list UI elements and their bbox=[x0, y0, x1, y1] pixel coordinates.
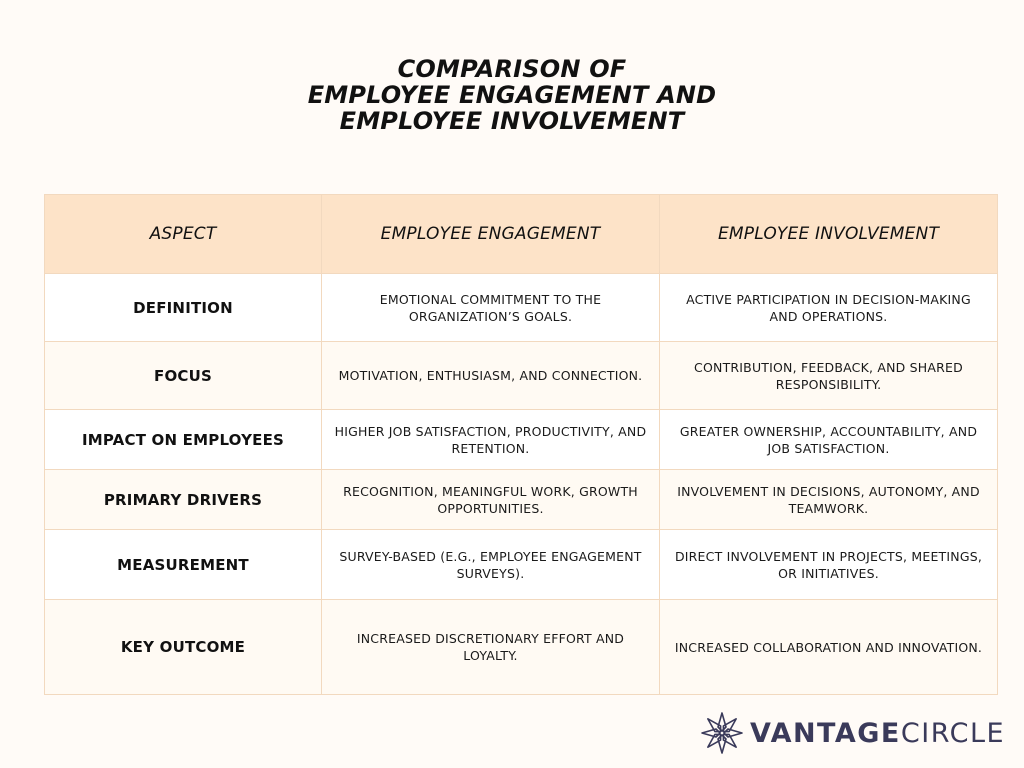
vantage-circle-logo bbox=[700, 711, 1005, 755]
title-line-3: EMPLOYEE INVOLVEMENT bbox=[339, 107, 685, 135]
engagement-cell: HIGHER JOB SATISFACTION, PRODUCTIVITY, AND RETENTION. bbox=[322, 410, 660, 470]
vantage-circle-star-icon bbox=[700, 711, 744, 755]
table-row bbox=[45, 274, 998, 342]
table-row bbox=[45, 410, 998, 470]
table-row bbox=[45, 530, 998, 600]
header-employee-engagement: EMPLOYEE ENGAGEMENT bbox=[322, 195, 660, 274]
aspect-cell: KEY OUTCOME bbox=[45, 600, 322, 695]
engagement-cell: SURVEY-BASED (E.G., EMPLOYEE ENGAGEMENT SURVEYS). bbox=[322, 530, 660, 600]
aspect-cell: MEASUREMENT bbox=[45, 530, 322, 600]
involvement-cell: DIRECT INVOLVEMENT IN PROJECTS, MEETINGS, OR INITIATIVES. bbox=[660, 530, 998, 600]
aspect-cell: DEFINITION bbox=[45, 274, 322, 342]
header-employee-involvement: EMPLOYEE INVOLVEMENT bbox=[660, 195, 998, 274]
involvement-cell: CONTRIBUTION, FEEDBACK, AND SHARED RESPONSIBILITY. bbox=[660, 342, 998, 410]
table-row bbox=[45, 470, 998, 530]
aspect-cell: IMPACT ON EMPLOYEES bbox=[45, 410, 322, 470]
table-row bbox=[45, 600, 998, 695]
page-title bbox=[0, 56, 1024, 134]
involvement-cell: INVOLVEMENT IN DECISIONS, AUTONOMY, AND TEAMWORK. bbox=[660, 470, 998, 530]
logo-text-light: CIRCLE bbox=[900, 717, 1006, 749]
title-line-1: COMPARISON OF bbox=[397, 55, 627, 83]
logo-text-bold: VANTAGE bbox=[750, 717, 901, 749]
engagement-cell: MOTIVATION, ENTHUSIASM, AND CONNECTION. bbox=[322, 342, 660, 410]
aspect-cell: PRIMARY DRIVERS bbox=[45, 470, 322, 530]
table-row bbox=[45, 342, 998, 410]
engagement-cell: INCREASED DISCRETIONARY EFFORT AND LOYALTY. bbox=[322, 600, 660, 695]
involvement-cell: GREATER OWNERSHIP, ACCOUNTABILITY, AND JOB SATISFACTION. bbox=[660, 410, 998, 470]
logo-wordmark bbox=[750, 717, 1006, 749]
comparison-table bbox=[44, 194, 998, 695]
engagement-cell: EMOTIONAL COMMITMENT TO THE ORGANIZATION’S GOALS. bbox=[322, 274, 660, 342]
involvement-cell: ACTIVE PARTICIPATION IN DECISION-MAKING AND OPERATIONS. bbox=[660, 274, 998, 342]
involvement-cell: INCREASED COLLABORATION AND INNOVATION. bbox=[660, 600, 998, 695]
header-aspect: ASPECT bbox=[45, 195, 322, 274]
engagement-cell: RECOGNITION, MEANINGFUL WORK, GROWTH OPPORTUNITIES. bbox=[322, 470, 660, 530]
aspect-cell: FOCUS bbox=[45, 342, 322, 410]
title-line-2: EMPLOYEE ENGAGEMENT AND bbox=[307, 81, 717, 109]
table-header-row bbox=[45, 195, 998, 274]
